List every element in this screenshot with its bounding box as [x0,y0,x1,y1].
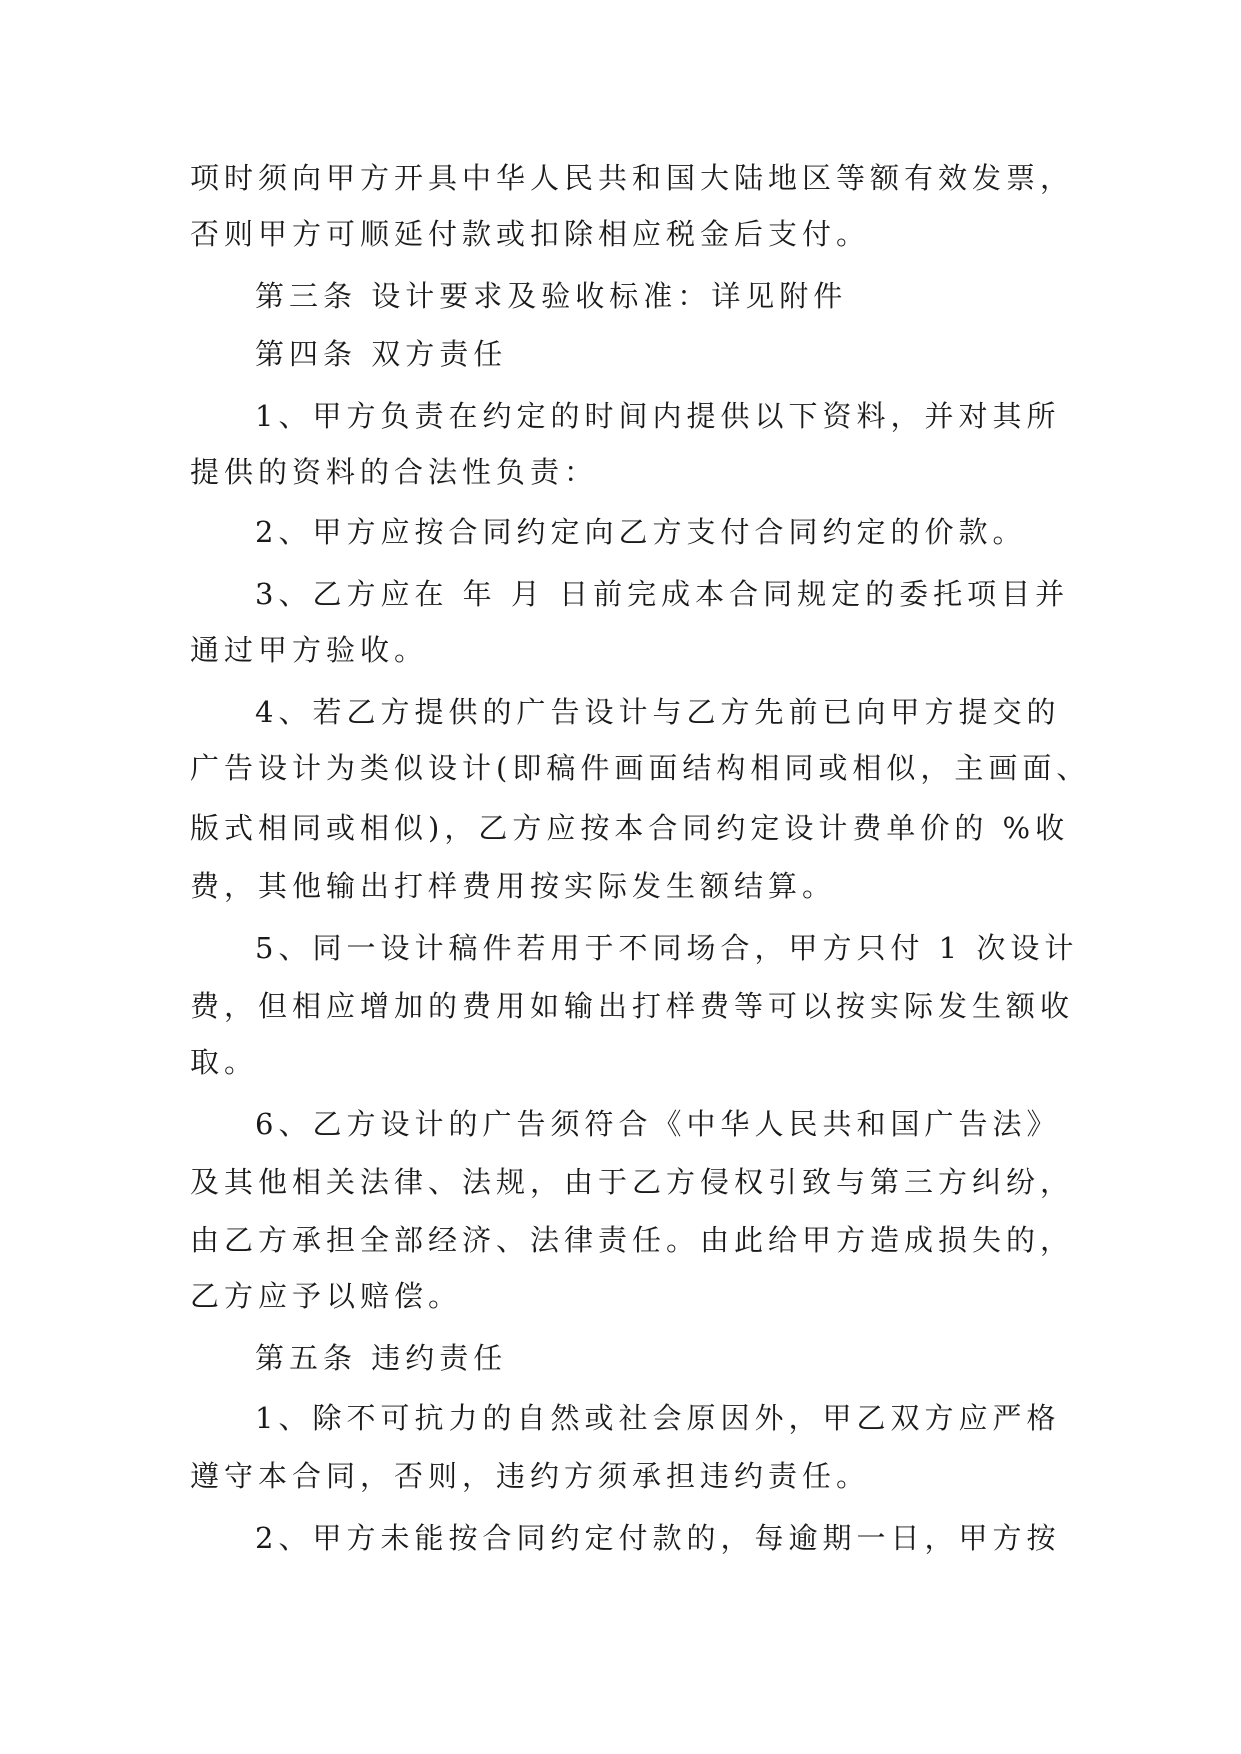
text-line: 提供的资料的合法性负责： [190,455,599,489]
text-line: 5、同一设计稿件若用于不同场合，甲方只付 1 次设计 [255,931,1079,965]
text-line: 1、甲方负责在约定的时间内提供以下资料，并对其所 [255,399,1061,433]
article-heading: 第三条 设计要求及验收标准：详见附件 [255,279,848,313]
text-line: 2、甲方未能按合同约定付款的，每逾期一日，甲方按 [255,1521,1061,1555]
text-line: 广告设计为类似设计(即稿件画面结构相同或相似，主画面、 [190,751,1091,785]
text-line: 乙方应予以赔偿。 [190,1279,463,1313]
text-line: 否则甲方可顺延付款或扣除相应税金后支付。 [190,217,871,251]
article-heading: 第四条 双方责任 [255,337,508,371]
text-line: 项时须向甲方开具中华人民共和国大陆地区等额有效发票， [190,161,1075,195]
text-line: 费，但相应增加的费用如输出打样费等可以按实际发生额收 [190,989,1075,1023]
text-line: 4、若乙方提供的广告设计与乙方先前已向甲方提交的 [255,695,1061,729]
text-line: 1、除不可抗力的自然或社会原因外，甲乙双方应严格 [255,1401,1061,1435]
text-line: 由乙方承担全部经济、法律责任。由此给甲方造成损失的， [190,1223,1075,1257]
text-line: 3、乙方应在 年 月 日前完成本合同规定的委托项目并 [255,577,1070,611]
article-heading: 第五条 违约责任 [255,1341,508,1375]
text-line: 取。 [190,1045,259,1079]
text-line: 遵守本合同，否则，违约方须承担违约责任。 [190,1459,871,1493]
text-line: 及其他相关法律、法规，由于乙方侵权引致与第三方纠纷， [190,1165,1075,1199]
text-line: 费，其他输出打样费用按实际发生额结算。 [190,869,837,903]
text-line: 2、甲方应按合同约定向乙方支付合同约定的价款。 [255,515,1027,549]
text-line: 通过甲方验收。 [190,633,429,667]
text-line: 版式相同或相似)，乙方应按本合同约定设计费单价的 %收 [190,811,1070,845]
text-line: 6、乙方设计的广告须符合《中华人民共和国广告法》 [255,1107,1061,1141]
